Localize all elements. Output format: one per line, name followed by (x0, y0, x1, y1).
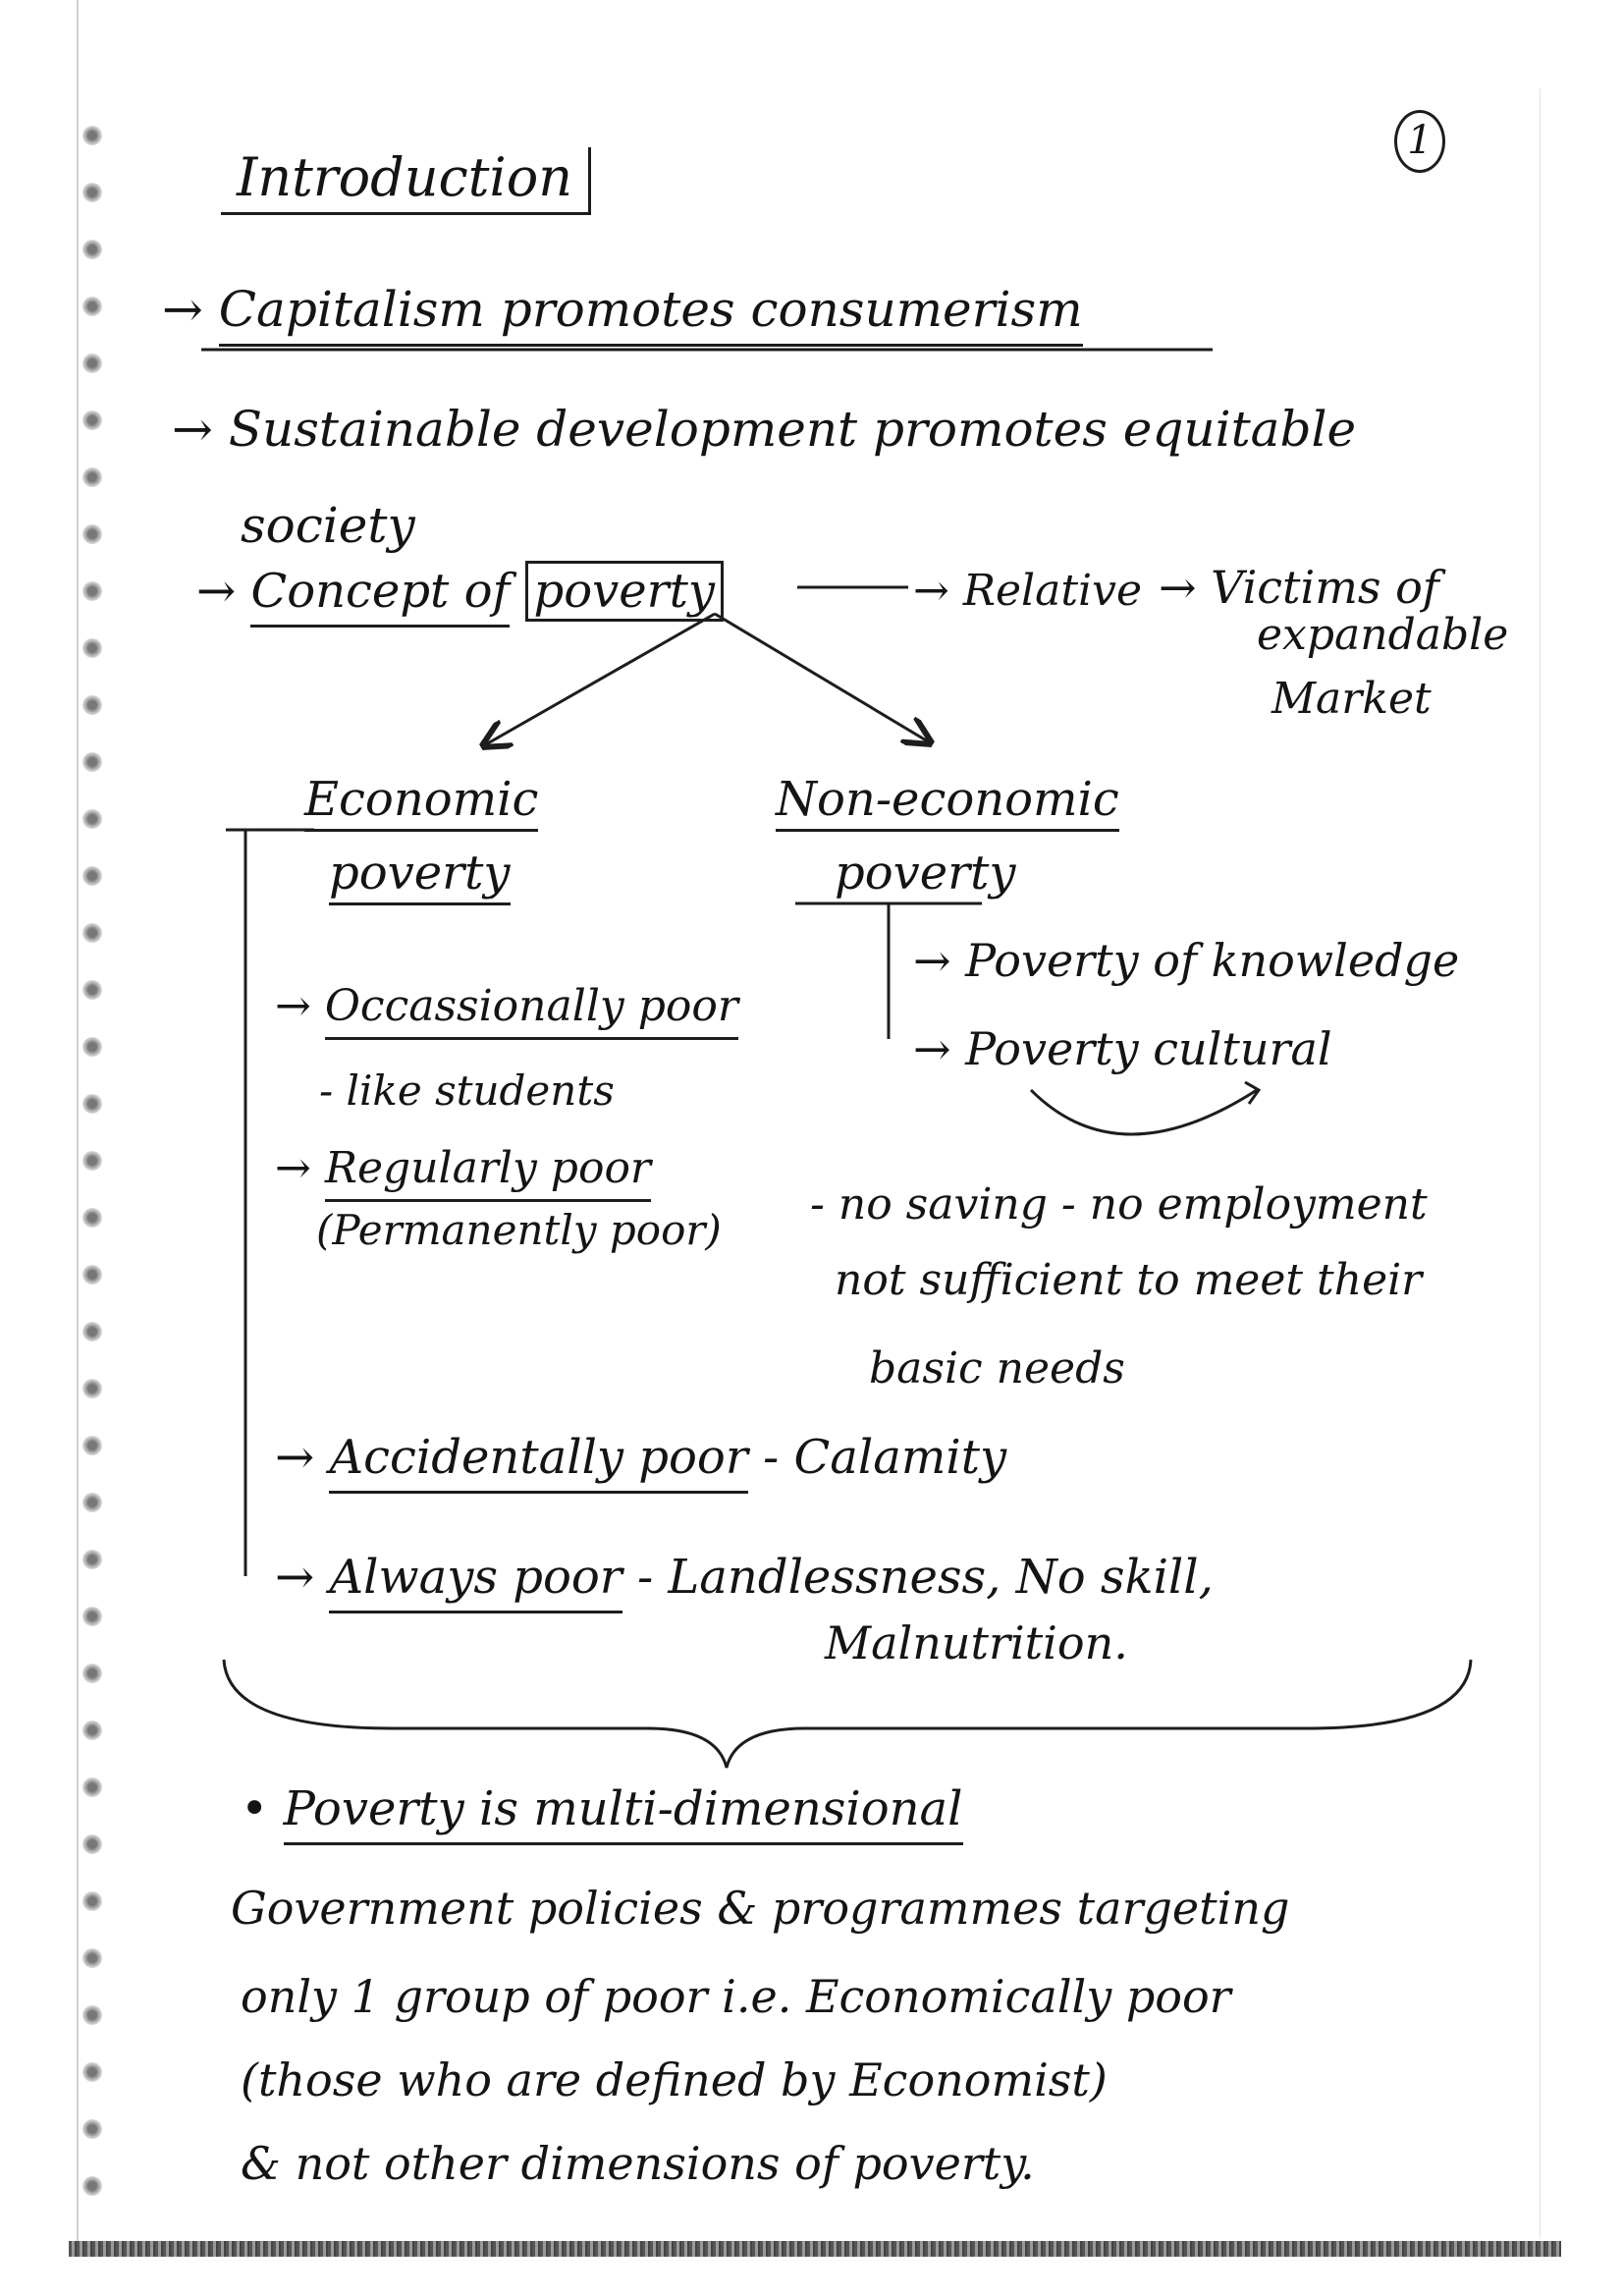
arrow-icon: → (275, 1430, 330, 1485)
summary-brace (224, 1660, 1471, 1768)
arrow-economic (486, 614, 715, 744)
concept-word-box: poverty (525, 561, 725, 622)
bullet-capitalism-text: Capitalism promotes consumerism (219, 281, 1083, 347)
economic-item-always-note: Malnutrition. (825, 1616, 1128, 1669)
victims-line3: Market (1271, 674, 1432, 724)
arrow-icon: → (913, 1022, 966, 1075)
economic-item-occasional-note: - like students (319, 1066, 615, 1115)
conclusion-line: (those who are defined by Economist) (241, 2053, 1108, 2106)
page-number: 1 (1394, 110, 1445, 173)
non-economic-item: → Poverty cultural (913, 1022, 1332, 1075)
conclusion-line: only 1 group of poor i.e. Economically poor (241, 1970, 1231, 2023)
economic-item-always: → Always poor - Landlessness, No skill, (275, 1554, 1214, 1601)
cultural-link-curve (1031, 1090, 1257, 1134)
conclusion-title: • Poverty is multi-dimensional (241, 1785, 963, 1832)
conclusion-line: & not other dimensions of poverty. (241, 2137, 1035, 2190)
concept-prefix: Concept of (250, 564, 510, 628)
relative-label: → Relative (913, 566, 1142, 616)
conclusion-line: Government policies & programmes targeting (231, 1882, 1290, 1935)
arrow-icon: → (275, 981, 325, 1031)
victims-line2: expandable (1257, 610, 1509, 660)
bullet-sustainable-text: Sustainable development promotes equitable (228, 401, 1357, 458)
economic-item-occasional: → Occassionally poor (275, 985, 738, 1028)
arrow-icon: → (275, 1550, 330, 1605)
bullet-dot-icon: • (241, 1781, 284, 1836)
page-heading: Introduction (221, 147, 591, 215)
non-economic-item: → Poverty of knowledge (913, 934, 1460, 987)
arrow-icon: → (913, 934, 966, 987)
economic-item-regular-note: not sufficient to meet their (835, 1255, 1423, 1305)
non-economic-heading: Non-economic (776, 776, 1119, 832)
economic-item-regular: → Regularly poor (275, 1147, 651, 1190)
bullet-sustainable-cont: society (241, 497, 415, 554)
non-economic-heading-cont: poverty (835, 846, 1016, 901)
arrow-icon: → (1159, 561, 1212, 614)
economic-item-regular-note: - no saving - no employment (810, 1179, 1428, 1230)
arrow-icon: → (913, 566, 963, 616)
economic-heading-cont: poverty (329, 849, 511, 905)
arrow-icon: → (172, 401, 229, 458)
economic-item-regular-sub: (Permanently poor) (316, 1206, 722, 1254)
victims-line1: → Victims of (1159, 561, 1439, 614)
economic-heading: Economic (304, 776, 538, 832)
economic-item-regular-note: basic needs (869, 1343, 1125, 1394)
arrow-icon: → (196, 564, 251, 619)
arrow-non-economic (715, 614, 928, 741)
economic-item-accidental: → Accidentally poor - Calamity (275, 1434, 1006, 1481)
arrow-icon: → (275, 1143, 325, 1193)
arrow-icon: → (162, 281, 219, 338)
